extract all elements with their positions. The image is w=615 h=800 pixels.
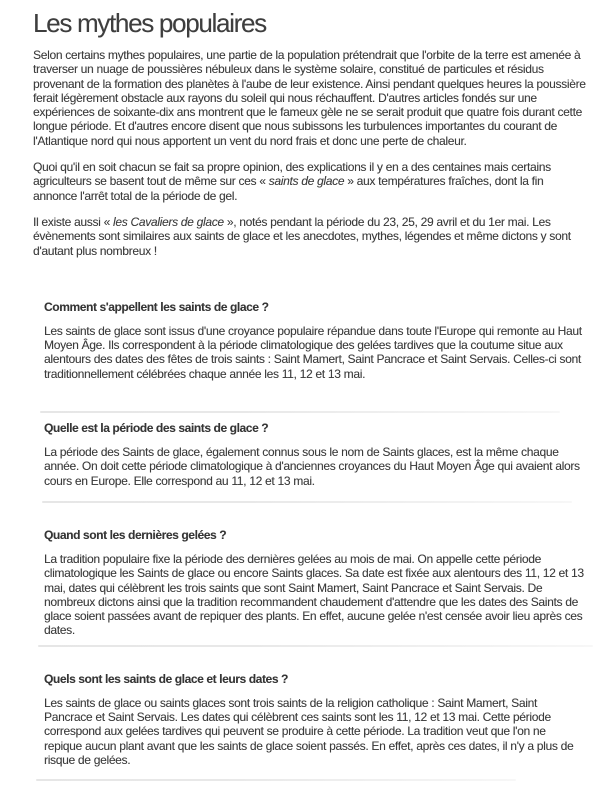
answer-paragraph: Les saints de glace ou saints glaces sont trois saints de la religion catholique : Saint Mamert, Saint Pancrace et Saint Servais. Les dates qui célèbrent ces saints sont les 11, 12 et 13 mai. Cette période correspond aux gelées tardives qui peuvent se produire à cette période. La tradition veut que l'on ne repique aucun plant avant que les saints de glace soient passés. En effet, après ces dates, il n'y a plus de risque de gelées.	[44, 695, 574, 767]
answer-paragraph: La période des Saints de glace, également connus sous le nom de Saints glaces, est la même chaque année. On doit cette période climatologique à d'anciennes croyances du Haut Moyen Âge qui avaient alors cours en Europe. Elle correspond au 11, 12 et 13 mai.	[44, 445, 580, 488]
document-title: Les mythes populaires	[33, 8, 266, 38]
question-heading: Comment s'appellent les saints de glace ?	[44, 299, 269, 314]
intro-paragraph-3	[33, 215, 586, 258]
qa-section-saints-dates	[44, 672, 584, 767]
question-heading: Quand sont les dernières gelées ?	[44, 527, 227, 542]
text-run: Il existe aussi «	[33, 214, 113, 229]
text-run: Quoi qu'il en soit chacun se fait sa propre opinion, des explications il y en a des centaines mais certains agriculteurs se basent tout de même sur ces «	[33, 160, 551, 189]
qa-section-naming	[44, 300, 584, 381]
answer-paragraph: La tradition populaire fixe la période des dernières gelées au mois de mai. On appelle cette période climatologique les Saints de glace ou encore Saints glaces. Sa date est fixée aux alentours des 11, 12 et 13 mai, dates qui célèbrent les trois saints que sont Saint Mamert, Saint Pancrace et Saint Servais. De nombreux dictons ainsi que la tradition recommandent chaudement d'attendre que les dates des Saints de glace soient passées avant de repiquer des plants. En effet, aucune gelée n'est censée avoir lieu après ces dates.	[44, 551, 584, 638]
intro-paragraph-2	[33, 160, 586, 203]
italic-term-cavaliers-de-glace: les Cavaliers de glace	[112, 214, 224, 229]
qa-section-period	[44, 421, 584, 488]
text-run: », notés pendant la période du 23, 25, 29 avril et du 1er mai. Les évènements sont similaires aux saints de glace et les anecdotes, mythes, légendes et même dictons y sont d'autant plus nombreux !	[33, 214, 571, 258]
text-run: » aux températures fraîches, dont la fin annonce l'arrêt total de la période de gel.	[33, 174, 544, 203]
intro-section	[33, 48, 586, 258]
question-heading: Quels sont les saints de glace et leurs dates ?	[44, 671, 288, 686]
italic-term-saints-de-glace: saints de glace	[268, 174, 345, 189]
intro-paragraph-1: Selon certains mythes populaires, une partie de la population prétendrait que l'orbite de la terre est amenée à traverser un nuage de poussières nébuleux dans le système solaire, constitué de particules et résidus provenant de la formation des planètes à l'aube de leur existence. Ainsi pendant quelques heures la poussière ferait légèrement obstacle aux rayons du soleil qui nous réchauffent. D'autres articles fondés sur une expériences de soixante-dix ans montrent que le fameux gèle ne se serait produit que quatre fois durant cette longue période. Et d'autres encore disent que nous subissons les turbulences importantes du courant de l'Atlantique nord qui nous apportent un vent du nord frais et donc une perte de chaleur.	[33, 48, 586, 148]
answer-paragraph: Les saints de glace sont issus d'une croyance populaire répandue dans toute l'Europe qui remonte au Haut Moyen Âge. Ils correspondent à la période climatologique des gelées tardives que la coutume situe aux alentours des dates des fêtes de trois saints : Saint Mamert, Saint Pancrace et Saint Servais. Celles-ci sont traditionnellement célébrées chaque année les 11, 12 et 13 mai.	[44, 323, 582, 381]
question-heading: Quelle est la période des saints de glace ?	[44, 421, 269, 436]
qa-section-last-frosts	[44, 528, 584, 638]
scan-artifact-line	[36, 779, 516, 781]
